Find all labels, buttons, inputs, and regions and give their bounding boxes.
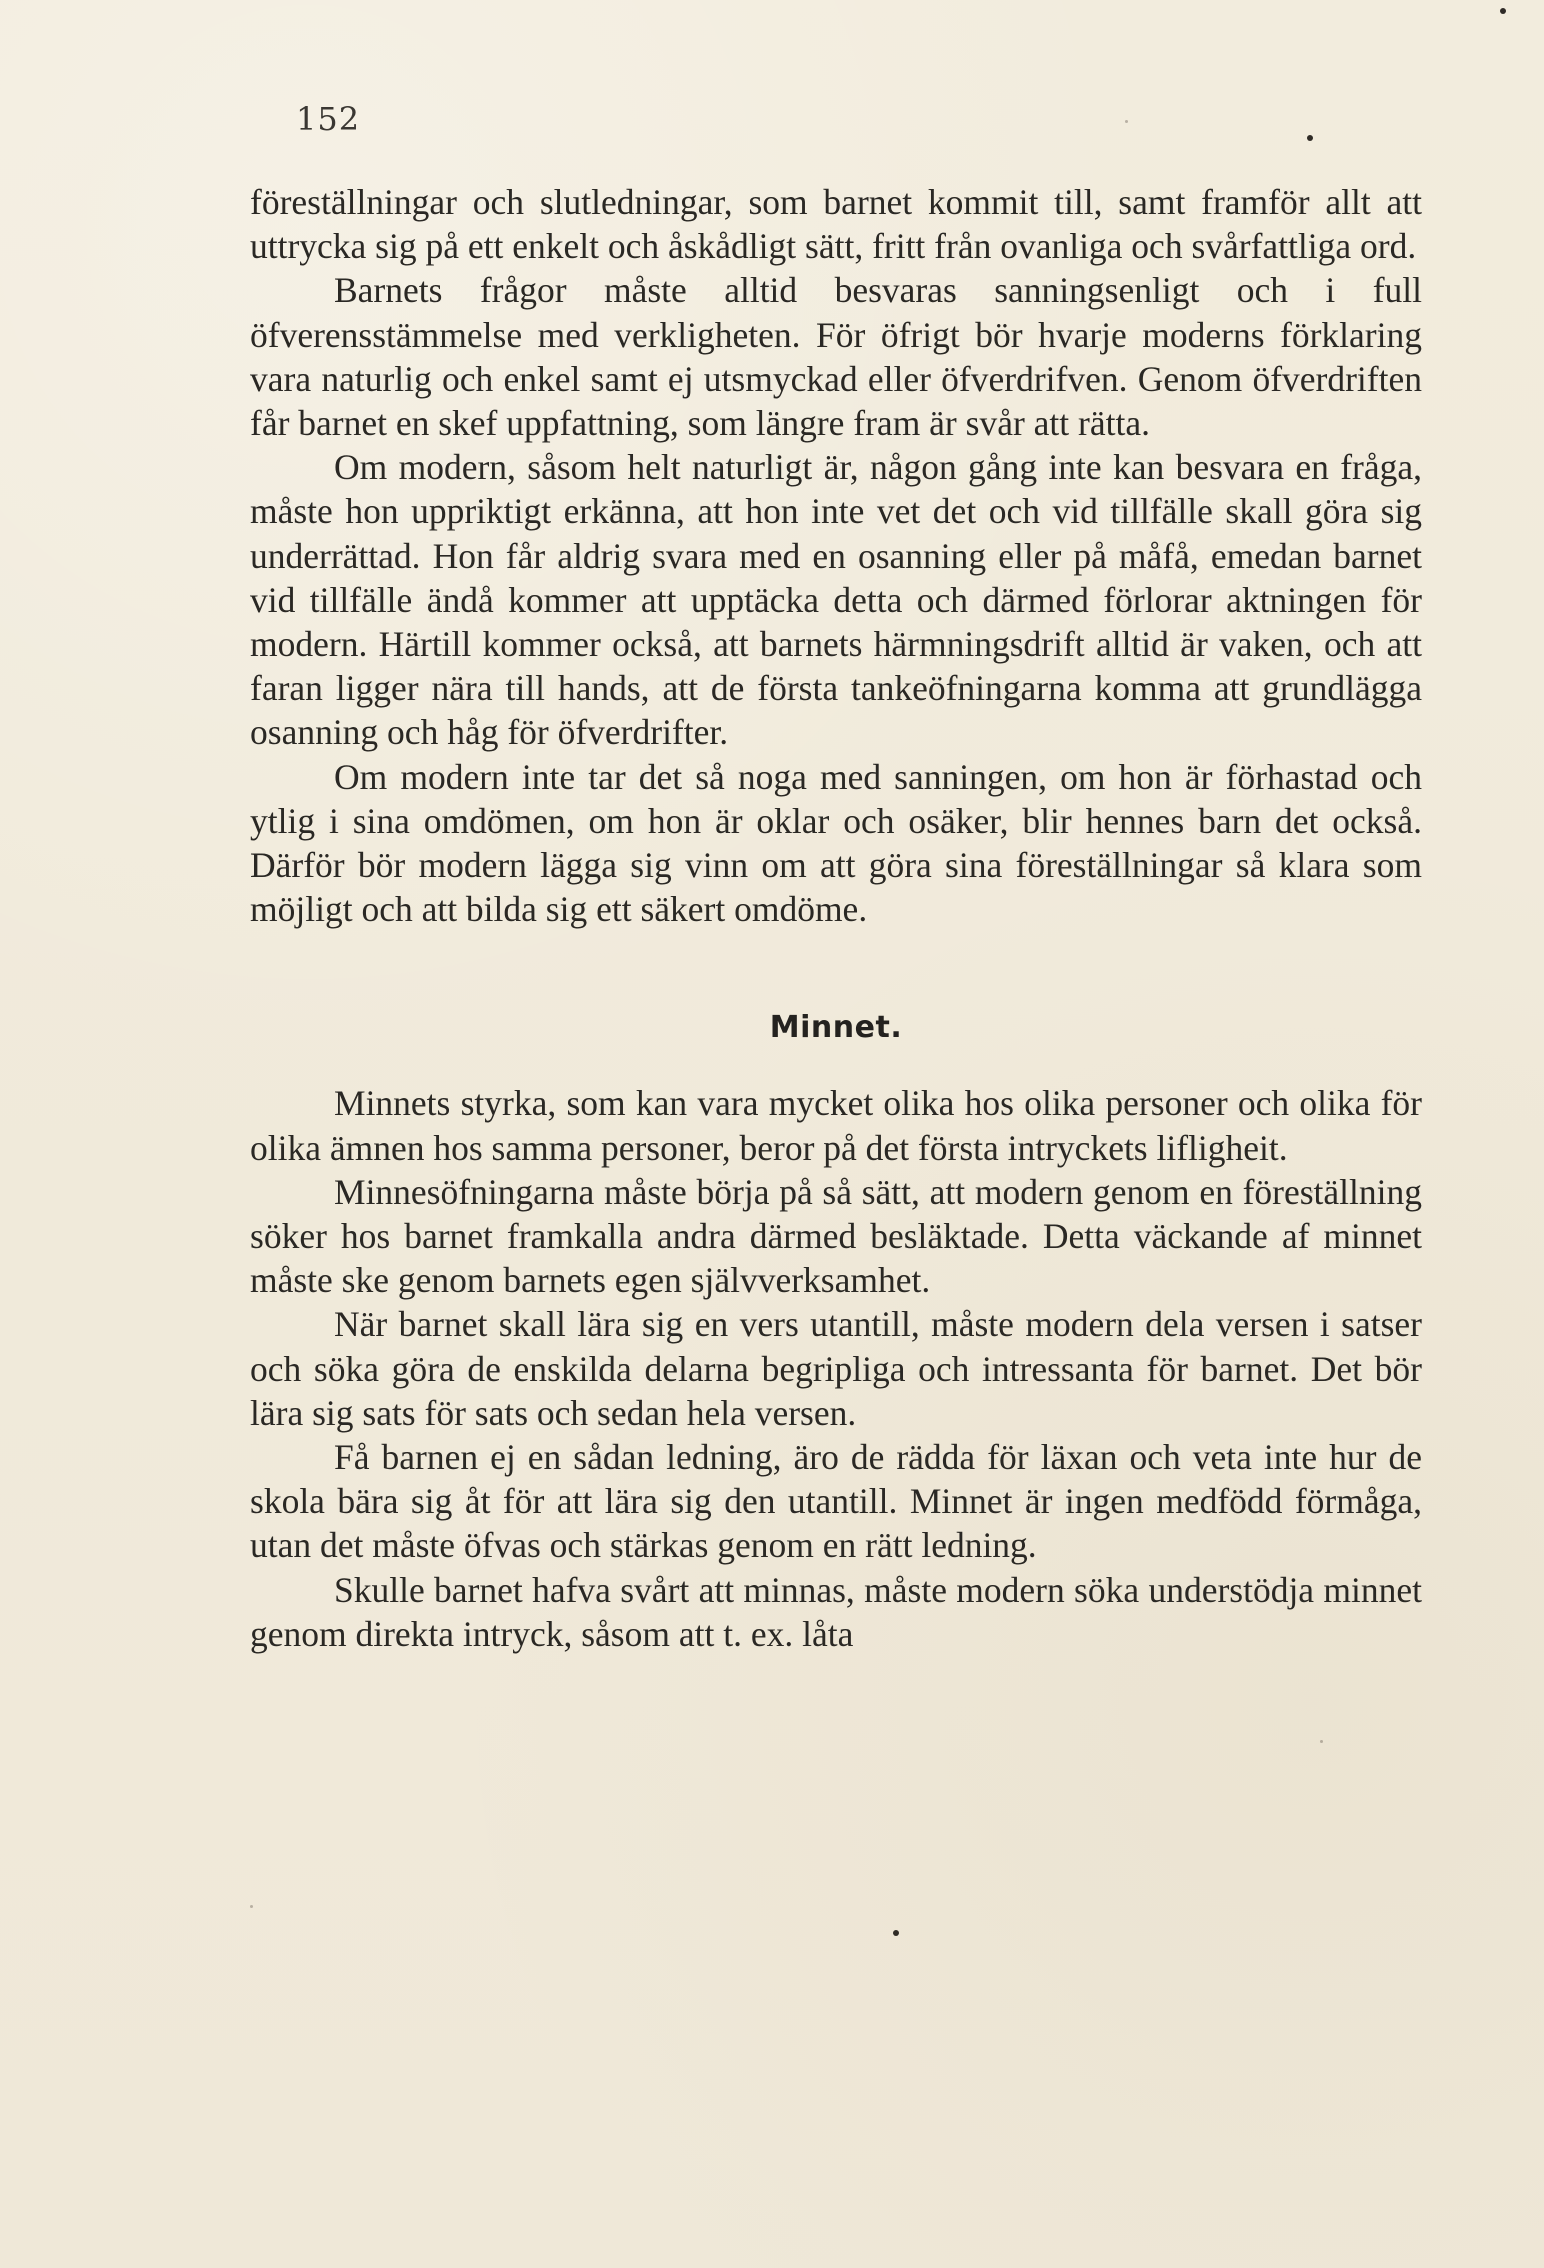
speck bbox=[1310, 1190, 1313, 1193]
paragraph: Barnets frågor måste alltid besvaras sanningsenligt och i full öfverensstämmelse med verkligheten. För öfrigt bör hvarje moderns förklaring vara naturlig och enkel samt ej utsmyckad eller öfverdrifven. Genom öfverdriften får barnet en skef uppfattning, som längre fram är svår att rätta. bbox=[250, 270, 1422, 444]
speck bbox=[250, 1905, 253, 1908]
paragraph: När barnet skall lära sig en vers utantill, måste modern dela versen i satser och söka göra de enskilda delarna begripliga och intressanta för barnet. Det bör lära sig sats för sats och sedan hela versen. bbox=[250, 1304, 1422, 1433]
page-number: 152 bbox=[296, 100, 361, 138]
speck bbox=[1320, 1740, 1323, 1743]
paragraph: Få barnen ej en sådan ledning, äro de rädda för läxan och veta inte hur de skola bära sig åt för att lära sig den utantill. Minnet är ingen medfödd förmåga, utan det måste öfvas och stärkas genom en rätt ledning. bbox=[250, 1437, 1422, 1566]
ink-dot bbox=[1307, 135, 1313, 141]
body-text bbox=[250, 180, 1422, 1656]
section-heading: Minnet. bbox=[769, 1010, 903, 1046]
ink-dot bbox=[1500, 8, 1506, 14]
ink-dot bbox=[893, 1930, 899, 1936]
paragraph: föreställningar och slutledningar, som barnet kommit till, samt framför allt att uttrycka sig på ett enkelt och åskådligt sätt, fritt från ovanliga och svårfattliga ord. bbox=[250, 182, 1422, 267]
paragraph: Om modern inte tar det så noga med sanningen, om hon är förhastad och ytlig i sina omdömen, om hon är oklar och osäker, blir hennes barn det också. Därför bör modern lägga sig vinn om att göra sina föreställningar så klara som möjligt och att bilda sig ett säkert omdöme. bbox=[250, 756, 1422, 930]
paragraph: Skulle barnet hafva svårt att minnas, måste modern söka understödja minnet genom direkta intryck, såsom att t. ex. låta bbox=[250, 1569, 1422, 1654]
paragraph: Om modern, såsom helt naturligt är, någon gång inte kan besvara en fråga, måste hon uppriktigt erkänna, att hon inte vet det och vid tillfälle skall göra sig underrättad. Hon får aldrig svara med en osanning eller på måfå, emedan barnet vid tillfälle ändå kommer att upptäcka detta och därmed förlorar aktningen för modern. Härtill kommer också, att barnets härmningsdrift alltid är vaken, och att faran ligger nära till hands, att de första tankeöfningarna komma att grundlägga osanning och håg för öfverdrifter. bbox=[250, 447, 1422, 753]
speck bbox=[1125, 120, 1128, 123]
paragraph: Minnesöfningarna måste börja på så sätt, att modern genom en föreställning söker hos barnet framkalla andra därmed besläktade. Detta väckande af minnet måste ske genom barnets egen självverksamhet. bbox=[250, 1171, 1422, 1301]
paragraph: Minnets styrka, som kan vara mycket olika hos olika personer och olika för olika ämnen hos samma personer, beror på det första intryckets lifligheit. bbox=[250, 1083, 1422, 1168]
